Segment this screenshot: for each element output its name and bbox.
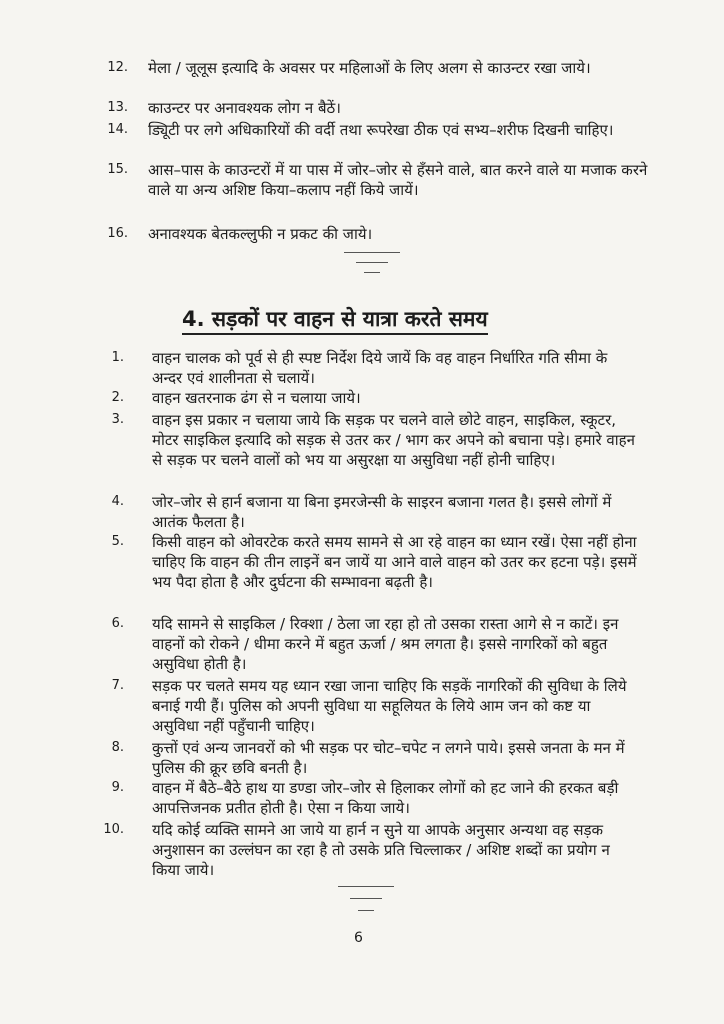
item-text: अनावश्यक बेतकल्लुफी न प्रकट की जाये। <box>148 225 373 243</box>
item-number: 13. <box>107 100 128 115</box>
divider <box>344 252 400 253</box>
item-number: 2. <box>111 390 124 405</box>
item-text: वाहन इस प्रकार न चलाया जाये कि सड़क पर चलने वाले छोटे वाहन, साइकिल, स्कूटर, मोटर साइकिल इत्यादि को सड़क से उतर कर / भाग कर अपने को बचाना पड़े। हमारे वाहन से सड़क पर चलने वालों को भय या असुरक्षा या असुविधा नहीं होनी चाहिए। <box>152 411 635 469</box>
divider <box>350 898 382 899</box>
page-number: 6 <box>354 930 363 946</box>
item-text: जोर–जोर से हार्न बजाना या बिना इमरजेन्सी के साइरन बजाना गलत है। इससे लोगों में आतंक फैलता है। <box>152 493 612 531</box>
item-text: सड़क पर चलते समय यह ध्यान रखा जाना चाहिए कि सड़कें नागरिकों की सुविधा के लिये बनाई गयी हैं। पुलिस को अपनी सुविधा या सहूलियत के लिये आम जन को कष्ट या असुविधा नहीं पहुँचानी चाहिए। <box>152 677 627 735</box>
item-number: 10. <box>103 822 124 837</box>
item-number: 12. <box>107 60 128 75</box>
item-number: 3. <box>111 412 124 427</box>
divider <box>358 910 374 911</box>
item-text: आस–पास के काउन्टरों में या पास में जोर–जोर से हँसने वाले, बात करने वाले या मजाक करने वाले या अन्य अशिष्ट किया–कलाप नहीं किये जायें। <box>148 161 648 199</box>
item-text: ड्यिूटी पर लगे अधिकारियों की वर्दी तथा रूपरेखा ठीक एवं सभ्य–शरीफ दिखनी चाहिए। <box>148 121 614 139</box>
item-number: 6. <box>111 616 124 631</box>
item-text: काउन्टर पर अनावश्यक लोग न बैठें। <box>148 99 341 117</box>
item-text: वाहन चालक को पूर्व से ही स्पष्ट निर्देश दिये जायें कि वह वाहन निर्धारित गति सीमा के अन्दर एवं शालीनता से चलायें। <box>152 349 608 387</box>
divider <box>356 262 388 263</box>
item-number: 1. <box>111 350 124 365</box>
item-text: यदि कोई व्यक्ति सामने आ जाये या हार्न न सुने या आपके अनुसार अन्यथा वह सड़क अनुशासन का उल्लंघन का रहा है तो उसके प्रति चिल्लाकर / अशिष्ट शब्दों का प्रयोग न किया जाये। <box>152 821 610 879</box>
item-text: यदि सामने से साइकिल / रिक्शा / ठेला जा रहा हो तो उसका रास्ता आगे से न काटें। इन वाहनों को रोकने / धीमा करने में बहुत ऊर्जा / श्रम लगता है। इससे नागरिकों को बहुत असुविधा होती है। <box>152 615 619 673</box>
item-number: 7. <box>111 678 124 693</box>
item-number: 4. <box>111 494 124 509</box>
item-text: किसी वाहन को ओवरटेक करते समय सामने से आ रहे वाहन का ध्यान रखें। ऐसा नहीं होना चाहिए कि वाहन की तीन लाइनें बन जायें या आने वाले वाहन को उतर कर हटना पड़े। इसमें भय पैदा होता है और दुर्घटना की सम्भावना बढ़ती है। <box>152 533 637 591</box>
item-text: वाहन खतरनाक ढंग से न चलाया जाये। <box>152 389 361 407</box>
item-number: 8. <box>111 740 124 755</box>
divider <box>338 886 394 887</box>
item-number: 16. <box>107 226 128 241</box>
item-text: कुत्तों एवं अन्य जानवरों को भी सड़क पर चोट–चपेट न लगने पाये। इससे जनता के मन में पुलिस की क्रूर छवि बनती है। <box>152 739 625 777</box>
divider <box>364 272 380 273</box>
item-text: मेला / जूलूस इत्यादि के अवसर पर महिलाओं के लिए अलग से काउन्टर रखा जाये। <box>148 59 591 77</box>
section-heading: 4. सड़कों पर वाहन से यात्रा करते समय <box>182 305 488 335</box>
item-number: 15. <box>107 162 128 177</box>
item-number: 14. <box>107 122 128 137</box>
item-number: 5. <box>111 534 124 549</box>
item-number: 9. <box>111 780 124 795</box>
item-text: वाहन में बैठे–बैठे हाथ या डण्डा जोर–जोर से हिलाकर लोगों को हट जाने की हरकत बड़ी आपत्तिजनक प्रतीत होती है। ऐसा न किया जाये। <box>152 779 619 817</box>
